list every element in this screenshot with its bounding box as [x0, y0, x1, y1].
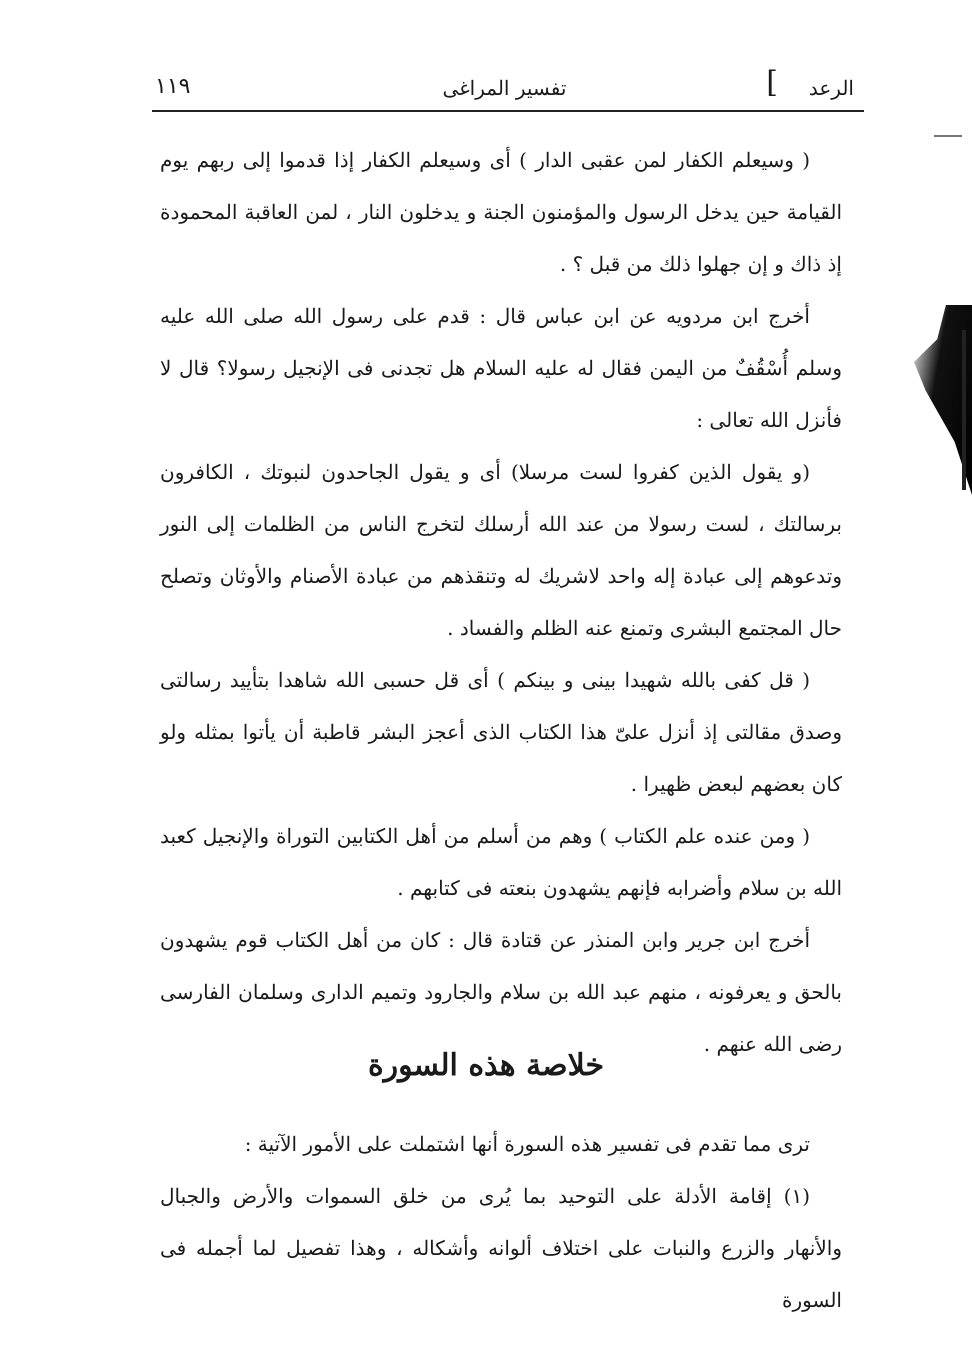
paragraph-5: ( ومن عنده علم الكتاب ) وهم من أسلم من أهل الكتابين التوراة والإنجيل كعبد الله بن سلام وأضرابه فإنهم يشهدون بنعته فى كتابهم .	[160, 824, 842, 900]
page-number: ١١٩	[155, 74, 191, 99]
paragraph-1: ( وسيعلم الكفار لمن عقبى الدار ) أى وسيعلم الكفار إذا قدموا إلى ربهم يوم القيامة حين يدخل الرسول والمؤمنون الجنة و يدخلون النار ، لمن العاقبة المحمودة إذ ذاك و إن جهلوا ذلك من قبل ؟ .	[160, 148, 842, 276]
paragraph-6: أخرج ابن جرير وابن المنذر عن قتادة قال : كان من أهل الكتاب قوم يشهدون بالحق و يعرفونه ، منهم عبد الله بن سلام والجارود وتميم الدارى وسلمان الفارسى رضى الله عنهم .	[160, 928, 842, 1056]
scan-mark	[934, 135, 962, 137]
book-title: تفسير المراغى	[442, 76, 567, 100]
surah-name: الرعد	[808, 76, 854, 100]
summary-body	[160, 1118, 842, 1326]
scan-edge-line	[962, 330, 966, 490]
paragraph-4: ( قل كفى بالله شهيدا بينى و بينكم ) أى قل حسبى الله شاهدا بتأييد رسالتى وصدق مقالتى إذ أنزل علىّ هذا الكتاب الذى أعجز البشر قاطبة أن يأتوا بمثله ولو كان بعضهم لبعض ظهيرا .	[160, 668, 842, 796]
paragraph-3: (و يقول الذين كفروا لست مرسلا) أى و يقول الجاحدون لنبوتك ، الكافرون برسالتك ، لست رسولا من عند الله أرسلك لتخرج الناس من الظلمات إلى النور وتدعوهم إلى عبادة إله واحد لاشريك له وتنقذهم من عبادة الأصنام والأوثان وتصلح حال المجتمع البشرى وتمنع عنه الظلم والفساد .	[160, 460, 842, 640]
summary-item-1: (١) إقامة الأدلة على التوحيد بما يُرى من خلق السموات والأرض والجبال والأنهار والزرع والنبات على اختلاف ألوانه وأشكاله ، وهذا تفصيل لما أجمله فى السورة	[160, 1184, 842, 1312]
header-rule	[152, 110, 864, 112]
paragraph-2: أخرج ابن مردويه عن ابن عباس قال : قدم على رسول الله صلى الله عليه وسلم أُسْقُفٌ من اليمن فقال له عليه السلام هل تجدنى فى الإنجيل رسولا؟ قال لا فأنزل الله تعالى :	[160, 304, 842, 432]
summary-intro: ترى مما تقدم فى تفسير هذه السورة أنها اشتملت على الأمور الآتية :	[244, 1132, 810, 1156]
commentary-body	[160, 134, 842, 1070]
page-header	[155, 65, 854, 108]
header-bracket: ]	[766, 65, 778, 100]
section-heading: خلاصة هذه السورة	[367, 1048, 605, 1083]
